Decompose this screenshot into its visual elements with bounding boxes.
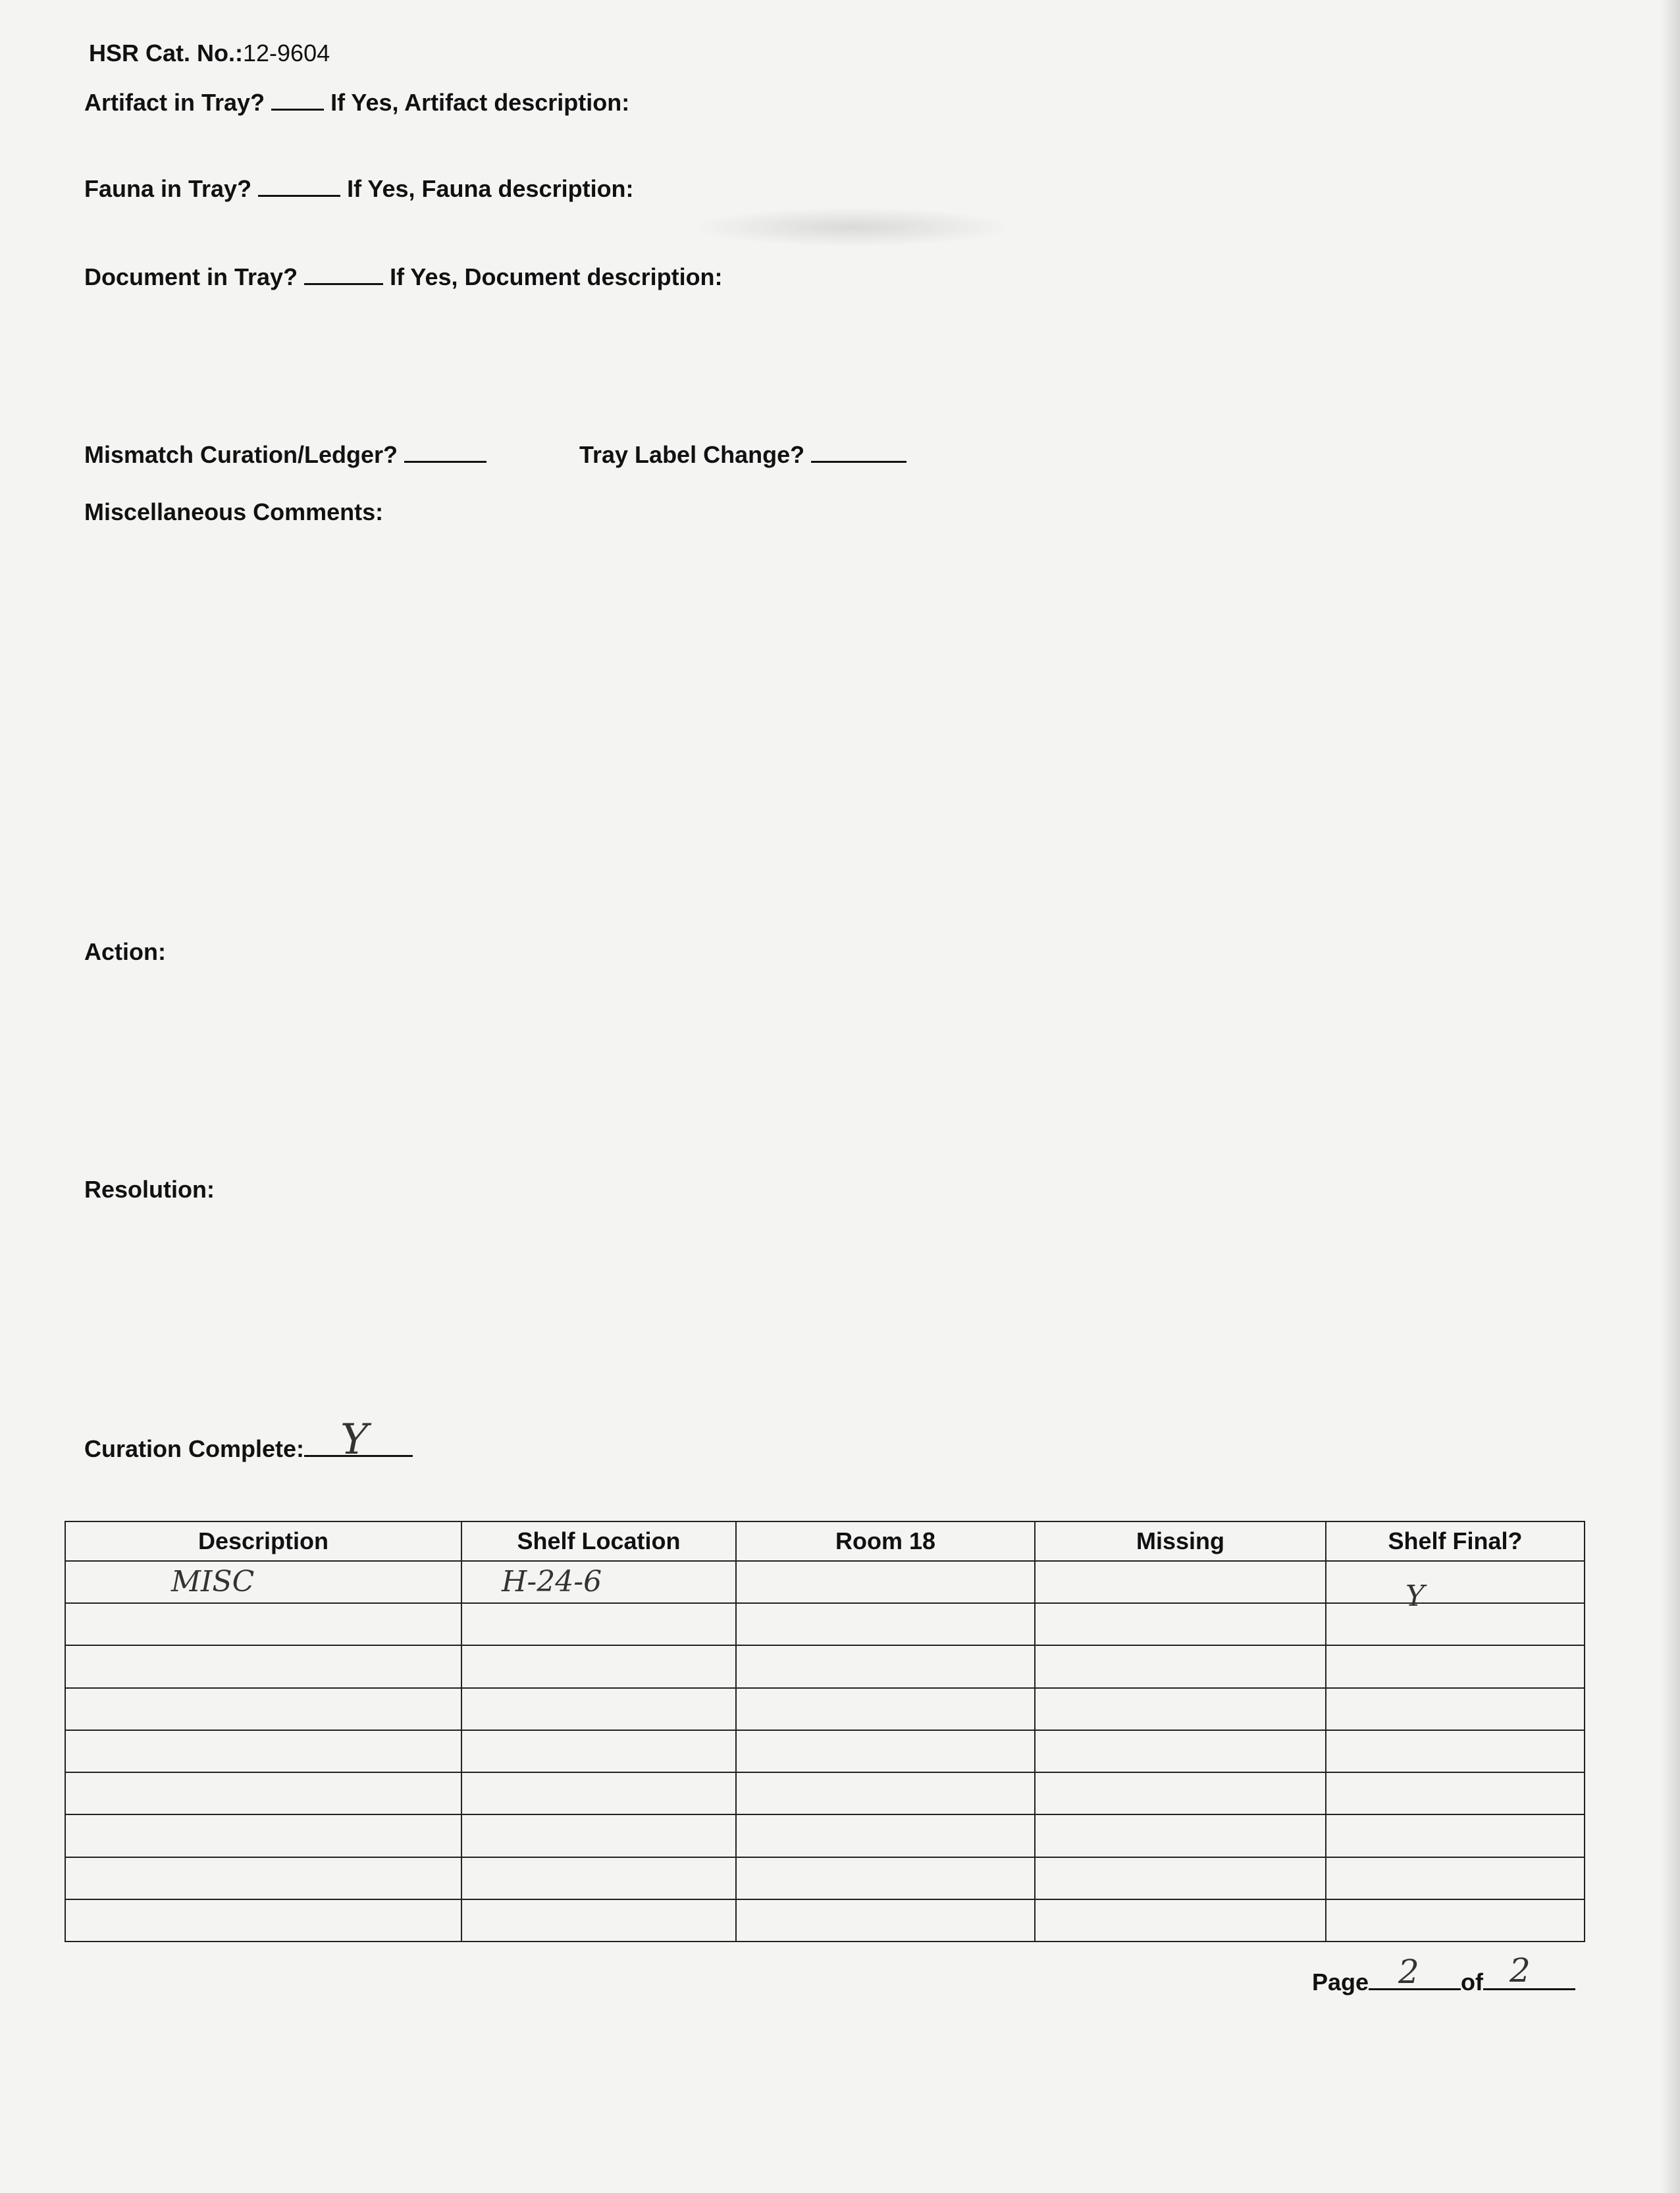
table-row bbox=[65, 1645, 1585, 1687]
of-label: of bbox=[1461, 1968, 1484, 1995]
table-cell[interactable] bbox=[1326, 1688, 1585, 1730]
document-description-label: If Yes, Document description: bbox=[390, 263, 723, 290]
smudge-mark bbox=[691, 207, 1014, 247]
table-cell[interactable] bbox=[65, 1730, 461, 1772]
table-cell[interactable] bbox=[461, 1899, 736, 1942]
total-blank[interactable] bbox=[1483, 1951, 1575, 1990]
table-cell[interactable] bbox=[461, 1772, 736, 1814]
table-row bbox=[65, 1857, 1585, 1899]
table-row bbox=[65, 1772, 1585, 1814]
table-cell[interactable] bbox=[1035, 1899, 1326, 1942]
page-handwriting: 2 bbox=[1398, 1953, 1419, 1991]
cell-handwriting: MISC bbox=[171, 1565, 255, 1599]
tray-label-question: Tray Label Change? bbox=[579, 441, 805, 468]
cat-number bbox=[89, 40, 330, 67]
cat-number-value: 12-9604 bbox=[243, 40, 330, 66]
table-cell[interactable] bbox=[736, 1814, 1035, 1857]
artifact-question: Artifact in Tray? bbox=[84, 89, 265, 116]
col-header-description: Description bbox=[65, 1521, 461, 1561]
table-cell[interactable] bbox=[1326, 1772, 1585, 1814]
table-row bbox=[65, 1561, 1585, 1603]
page-blank[interactable] bbox=[1369, 1953, 1461, 1991]
artifact-description-label: If Yes, Artifact description: bbox=[330, 89, 630, 116]
cell-handwriting: H-24-6 bbox=[502, 1565, 602, 1599]
table-cell[interactable] bbox=[65, 1857, 461, 1899]
table-cell[interactable] bbox=[1035, 1561, 1326, 1603]
resolution-label: Resolution: bbox=[84, 1176, 215, 1203]
table-cell[interactable] bbox=[1035, 1857, 1326, 1899]
table-cell[interactable] bbox=[461, 1857, 736, 1899]
artifact-row bbox=[84, 89, 629, 117]
tray-label-row bbox=[579, 441, 906, 469]
table-cell[interactable] bbox=[736, 1561, 1035, 1603]
table-cell[interactable] bbox=[736, 1645, 1035, 1687]
document-question: Document in Tray? bbox=[84, 263, 298, 290]
table-cell[interactable] bbox=[736, 1688, 1035, 1730]
table-cell[interactable] bbox=[461, 1814, 736, 1857]
table-cell[interactable] bbox=[1035, 1772, 1326, 1814]
action-label: Action: bbox=[84, 938, 166, 965]
table-cell[interactable] bbox=[736, 1772, 1035, 1814]
table-cell[interactable] bbox=[736, 1730, 1035, 1772]
shelf-table bbox=[65, 1521, 1585, 1942]
table-cell[interactable] bbox=[1035, 1688, 1326, 1730]
col-header-shelf-location: Shelf Location bbox=[461, 1521, 736, 1561]
table-cell[interactable] bbox=[65, 1603, 461, 1645]
table-cell[interactable] bbox=[65, 1772, 461, 1814]
page-number-row bbox=[1312, 1951, 1575, 1996]
table-cell[interactable] bbox=[1035, 1814, 1326, 1857]
misc-comments-label: Miscellaneous Comments: bbox=[84, 498, 384, 525]
table-cell[interactable] bbox=[1326, 1645, 1585, 1687]
fauna-row bbox=[84, 175, 634, 203]
table-cell[interactable] bbox=[1035, 1645, 1326, 1687]
table-header-row bbox=[65, 1521, 1585, 1561]
table-cell[interactable] bbox=[65, 1899, 461, 1942]
col-header-shelf-final: Shelf Final? bbox=[1326, 1521, 1585, 1561]
table-cell[interactable] bbox=[1326, 1899, 1585, 1942]
table-cell[interactable] bbox=[1035, 1730, 1326, 1772]
table-cell[interactable] bbox=[1035, 1603, 1326, 1645]
total-handwriting: 2 bbox=[1509, 1951, 1531, 1990]
table-cell[interactable] bbox=[65, 1645, 461, 1687]
table-cell[interactable] bbox=[736, 1857, 1035, 1899]
table-cell[interactable] bbox=[1326, 1561, 1585, 1614]
curation-complete-row bbox=[84, 1415, 413, 1464]
table-row bbox=[65, 1899, 1585, 1942]
table-cell[interactable] bbox=[65, 1814, 461, 1857]
table-row bbox=[65, 1730, 1585, 1772]
table-cell[interactable] bbox=[461, 1688, 736, 1730]
table-cell[interactable] bbox=[1326, 1857, 1585, 1899]
artifact-blank[interactable] bbox=[271, 89, 324, 111]
table-cell[interactable] bbox=[461, 1603, 736, 1645]
table-cell[interactable] bbox=[736, 1603, 1035, 1645]
fauna-question: Fauna in Tray? bbox=[84, 175, 252, 202]
fauna-blank[interactable] bbox=[258, 175, 340, 197]
table-cell[interactable] bbox=[461, 1645, 736, 1687]
curation-complete-blank[interactable] bbox=[304, 1415, 413, 1464]
col-header-missing: Missing bbox=[1035, 1521, 1326, 1561]
table-cell[interactable] bbox=[461, 1561, 736, 1603]
table-cell[interactable] bbox=[1326, 1814, 1585, 1857]
table-cell[interactable] bbox=[736, 1899, 1035, 1942]
table-row bbox=[65, 1814, 1585, 1857]
curation-complete-handwriting: Y bbox=[340, 1415, 369, 1464]
mismatch-row bbox=[84, 441, 486, 469]
page-label: Page bbox=[1312, 1968, 1369, 1995]
table-cell[interactable] bbox=[461, 1730, 736, 1772]
table-cell[interactable] bbox=[1326, 1603, 1585, 1645]
table-row bbox=[65, 1603, 1585, 1645]
cat-number-label: HSR Cat. No.: bbox=[89, 40, 243, 66]
table-row bbox=[65, 1688, 1585, 1730]
page-edge bbox=[1660, 0, 1680, 2193]
mismatch-question: Mismatch Curation/Ledger? bbox=[84, 441, 398, 468]
table-cell[interactable] bbox=[65, 1561, 461, 1603]
document-row bbox=[84, 263, 723, 291]
table-cell[interactable] bbox=[65, 1688, 461, 1730]
col-header-room-18: Room 18 bbox=[736, 1521, 1035, 1561]
table-cell[interactable] bbox=[1326, 1730, 1585, 1772]
document-blank[interactable] bbox=[304, 263, 383, 285]
cell-handwriting: Y bbox=[1405, 1579, 1425, 1614]
tray-label-blank[interactable] bbox=[811, 441, 906, 463]
fauna-description-label: If Yes, Fauna description: bbox=[347, 175, 634, 202]
curation-complete-label: Curation Complete: bbox=[84, 1435, 305, 1462]
mismatch-blank[interactable] bbox=[404, 441, 486, 463]
